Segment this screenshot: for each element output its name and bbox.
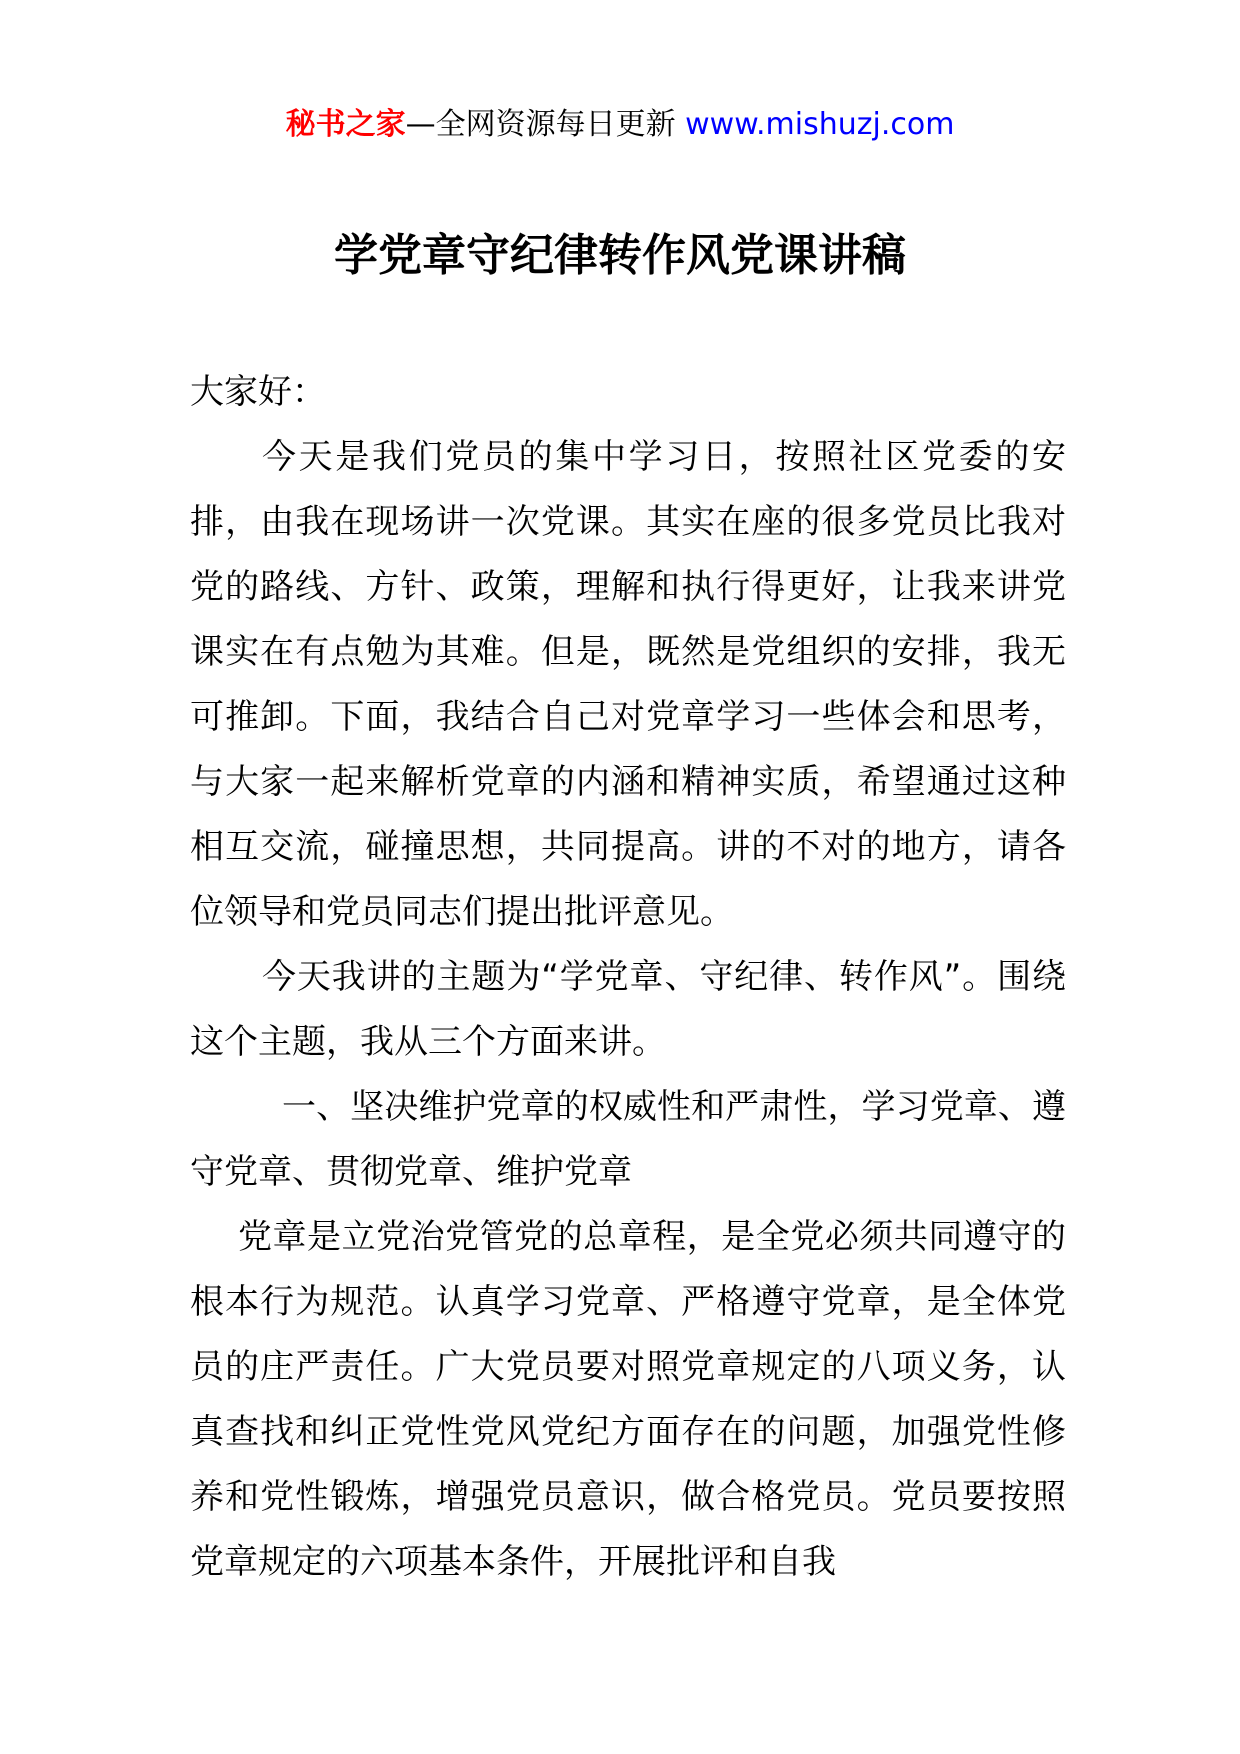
document-title: 学党章守纪律转作风党课讲稿 <box>334 230 906 281</box>
paragraph-theme: 今天我讲的主题为“学党章、守纪律、转作风”。围绕这个主题，我从三个方面来讲。 <box>190 957 1066 1062</box>
paragraph-intro: 今天是我们党员的集中学习日，按照社区党委的安排，由我在现场讲一次党课。其实在座的很多党员比我对党的路线、方针、政策，理解和执行得更好，让我来讲党课实在有点勉为其难。但是，既然是党组织的安排，我无可推卸。下面，我结合自己对党章学习一些体会和思考，与大家一起来解析党章的内涵和精神实质，希望通过这种相互交流，碰撞思想，共同提高。讲的不对的地方，请各位领导和党员同志们提出批评意见。 <box>190 437 1066 932</box>
brand-name: 秘书之家 <box>285 107 406 142</box>
section-paragraph: 党章是立党治党管党的总章程，是全党必须共同遵守的根本行为规范。认真学习党章、严格遵守党章，是全体党员的庄严责任。广大党员要对照党章规定的八项义务，认真查找和纠正党性党风党纪方面存在的问题，加强党性修养和党性锻炼，增强党员意识，做合格党员。党员要按照党章规定的六项基本条件，开展批评和自我 <box>190 1217 1066 1582</box>
section-heading: 一、坚决维护党章的权威性和严肃性，学习党章、遵守党章、贯彻党章、维护党章 <box>190 1087 1066 1192</box>
site-header <box>0 103 1240 147</box>
document-body <box>190 360 1066 1595</box>
greeting: 大家好： <box>190 372 326 412</box>
header-tagline: —全网资源每日更新 <box>405 107 686 142</box>
site-url-link[interactable]: www.mishuzj.com <box>685 107 955 142</box>
